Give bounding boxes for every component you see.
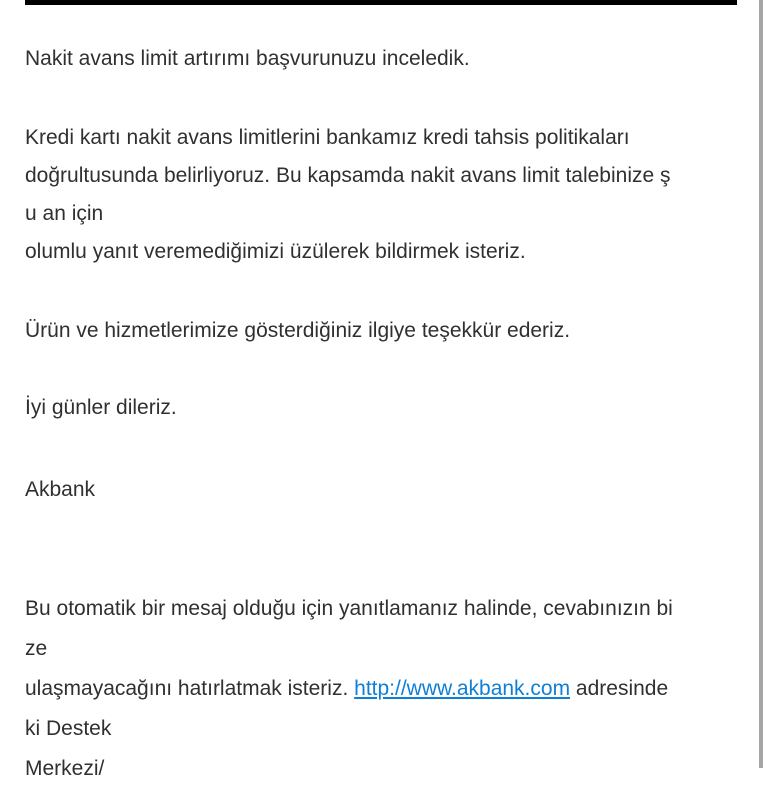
paragraph-decision xyxy=(25,119,732,271)
text-line: Akbank xyxy=(25,478,96,501)
paragraph-closing xyxy=(25,389,732,427)
paragraph-auto-reply-notice xyxy=(25,589,732,789)
notice-text-before-link: ulaşmayacağını hatırlatmak isteriz. xyxy=(25,677,355,700)
text-line: Kredi kartı nakit avans limitlerini bankamız kredi tahsis politikaları xyxy=(25,126,630,149)
text-line: Bu otomatik bir mesaj olduğu için yanıtlamanız halinde, cevabınızın bi xyxy=(25,597,673,620)
text-line: Nakit avans limit artırımı başvurunuzu inceledik. xyxy=(25,47,470,70)
text-line: İyi günler dileriz. xyxy=(25,396,177,419)
notice-text-after-link: adresinde xyxy=(570,677,669,700)
text-line: ki Destek xyxy=(25,717,112,740)
text-line-with-link xyxy=(25,669,732,709)
text-line: u an için xyxy=(25,202,104,225)
email-body xyxy=(25,0,732,789)
text-line: Merkezi/ xyxy=(25,757,105,780)
text-line: ze xyxy=(25,637,48,660)
akbank-link[interactable]: http://www.akbank.com xyxy=(354,677,571,700)
paragraph-thanks xyxy=(25,312,732,350)
signature xyxy=(25,471,732,509)
text-line: olumlu yanıt veremediğimizi üzülerek bildirmek isteriz. xyxy=(25,240,526,263)
text-line: doğrultusunda belirliyoruz. Bu kapsamda nakit avans limit talebinize ş xyxy=(25,164,671,187)
text-line: Ürün ve hizmetlerimize gösterdiğiniz ilgiye teşekkür ederiz. xyxy=(25,319,571,342)
scrollbar[interactable] xyxy=(759,0,763,768)
paragraph-intro xyxy=(25,40,732,78)
